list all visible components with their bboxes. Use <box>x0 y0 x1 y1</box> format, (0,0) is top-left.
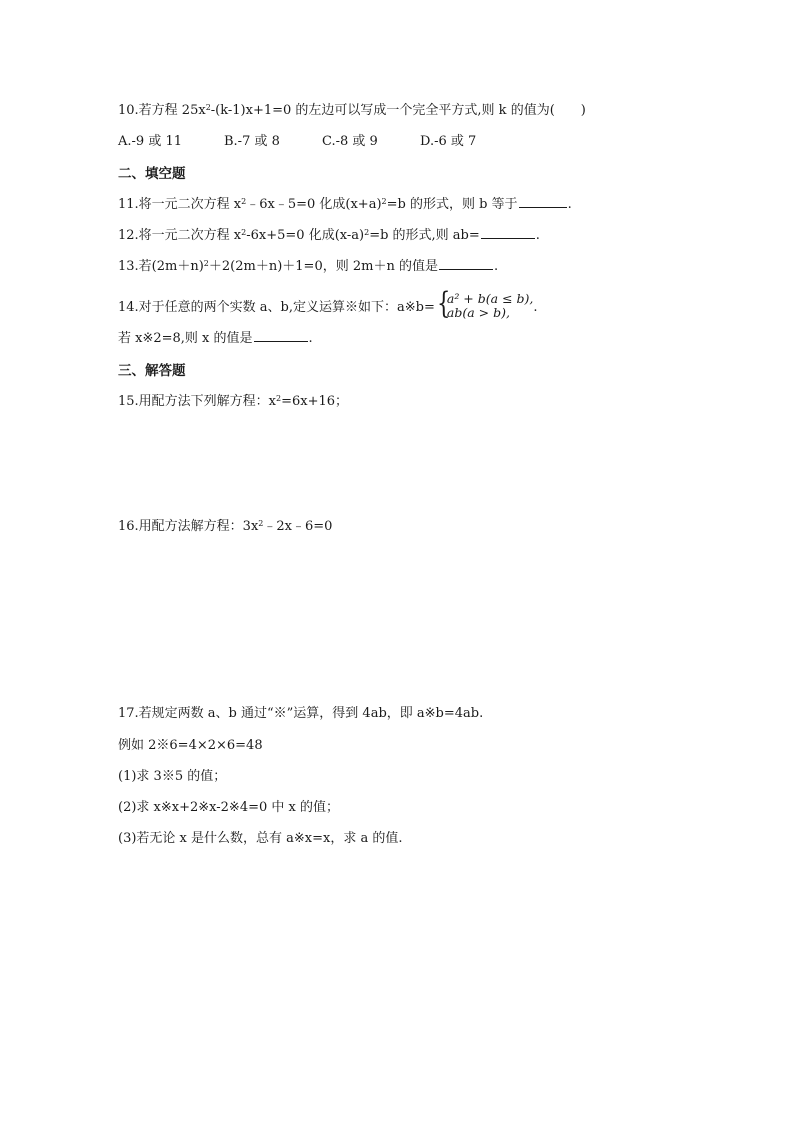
q11-text: =b 的形式，则 b 等于 <box>386 197 518 212</box>
q17-stem: 17.若规定两数 a、b 通过“※”运算，得到 4ab，即 a※b=4ab. <box>118 706 484 721</box>
q14-text: 若 x※2=8,则 x 的值是 <box>118 331 253 346</box>
q13-exponent: 2 <box>203 259 209 268</box>
q10-choice-b[interactable]: B.-7 或 8 <box>224 134 280 149</box>
q13-period: . <box>493 259 499 274</box>
q13-text: 13.若(2m＋n) <box>118 259 204 274</box>
q13 <box>118 258 498 276</box>
q16-text: ﹣2x﹣6=0 <box>263 519 333 534</box>
q16 <box>118 518 332 536</box>
q11-exponent: 2 <box>381 197 387 206</box>
left-brace-icon: { <box>436 286 451 321</box>
q12-exponent: 2 <box>364 228 370 237</box>
q12-text: =b 的形式,则 ab= <box>369 228 480 243</box>
q17-part-1: (1)求 3※5 的值； <box>118 769 227 784</box>
q14-piecewise-definition <box>436 286 534 323</box>
section-solve-heading: 三、解答题 <box>118 363 186 379</box>
q13-text: ＋2(2m＋n)＋1=0，则 2m＋n 的值是 <box>208 259 438 274</box>
q10-choice-c[interactable]: C.-8 或 9 <box>322 134 378 149</box>
q11-text: 11.将一元二次方程 x <box>118 197 242 212</box>
q10-close-paren: ) <box>580 103 586 118</box>
q12-answer-blank[interactable] <box>481 227 535 239</box>
q17-part-2: (2)求 x※x+2※x-2※4=0 中 x 的值； <box>118 800 339 815</box>
q13-answer-blank[interactable] <box>439 258 493 270</box>
q12-exponent: 2 <box>241 228 247 237</box>
q10-stem <box>118 102 586 120</box>
q16-exponent: 2 <box>258 519 264 528</box>
q15-text: 15.用配方法下列解方程：x <box>118 394 277 409</box>
q14-text: 14.对于任意的两个实数 a、b,定义运算※如下：a※b= <box>118 300 435 315</box>
q10-choice-d[interactable]: D.-6 或 7 <box>420 134 477 149</box>
q10-choices <box>118 133 476 151</box>
q11 <box>118 196 572 214</box>
q10-choice-a[interactable]: A.-9 或 11 <box>118 134 182 149</box>
q11-answer-blank[interactable] <box>519 196 567 208</box>
q17-part-3: (3)若无论 x 是什么数，总有 a※x=x，求 a 的值. <box>118 831 403 846</box>
q14-case-2: ab(a > b), <box>446 305 510 320</box>
q12-text: -6x+5=0 化成(x-a) <box>246 228 365 243</box>
q14-line2 <box>118 330 313 348</box>
q10-stem-part: 10.若方程 25x <box>118 103 206 118</box>
q10-exponent: 2 <box>205 103 211 112</box>
q14 <box>118 286 538 323</box>
q14-period: . <box>533 300 538 315</box>
q15-text: =6x+16； <box>281 394 349 409</box>
q11-exponent: 2 <box>241 197 247 206</box>
q12 <box>118 227 540 245</box>
section-fill-in-heading: 二、填空题 <box>118 166 186 182</box>
q10-stem-part: -(k-1)x+1=0 的左边可以写成一个完全平方式,则 k 的值为( <box>210 103 555 118</box>
q17-example: 例如 2※6=4×2×6=48 <box>118 738 263 753</box>
q12-period: . <box>535 228 540 243</box>
q14-case-1: a² + b(a ≤ b), <box>446 291 534 306</box>
q15-exponent: 2 <box>276 394 282 403</box>
q14-period: . <box>308 331 313 346</box>
q11-text: ﹣6x﹣5=0 化成(x+a) <box>246 197 382 212</box>
q12-text: 12.将一元二次方程 x <box>118 228 242 243</box>
q14-answer-blank[interactable] <box>254 330 308 342</box>
q15 <box>118 393 348 411</box>
q16-text: 16.用配方法解方程：3x <box>118 519 259 534</box>
q11-period: . <box>567 197 572 212</box>
